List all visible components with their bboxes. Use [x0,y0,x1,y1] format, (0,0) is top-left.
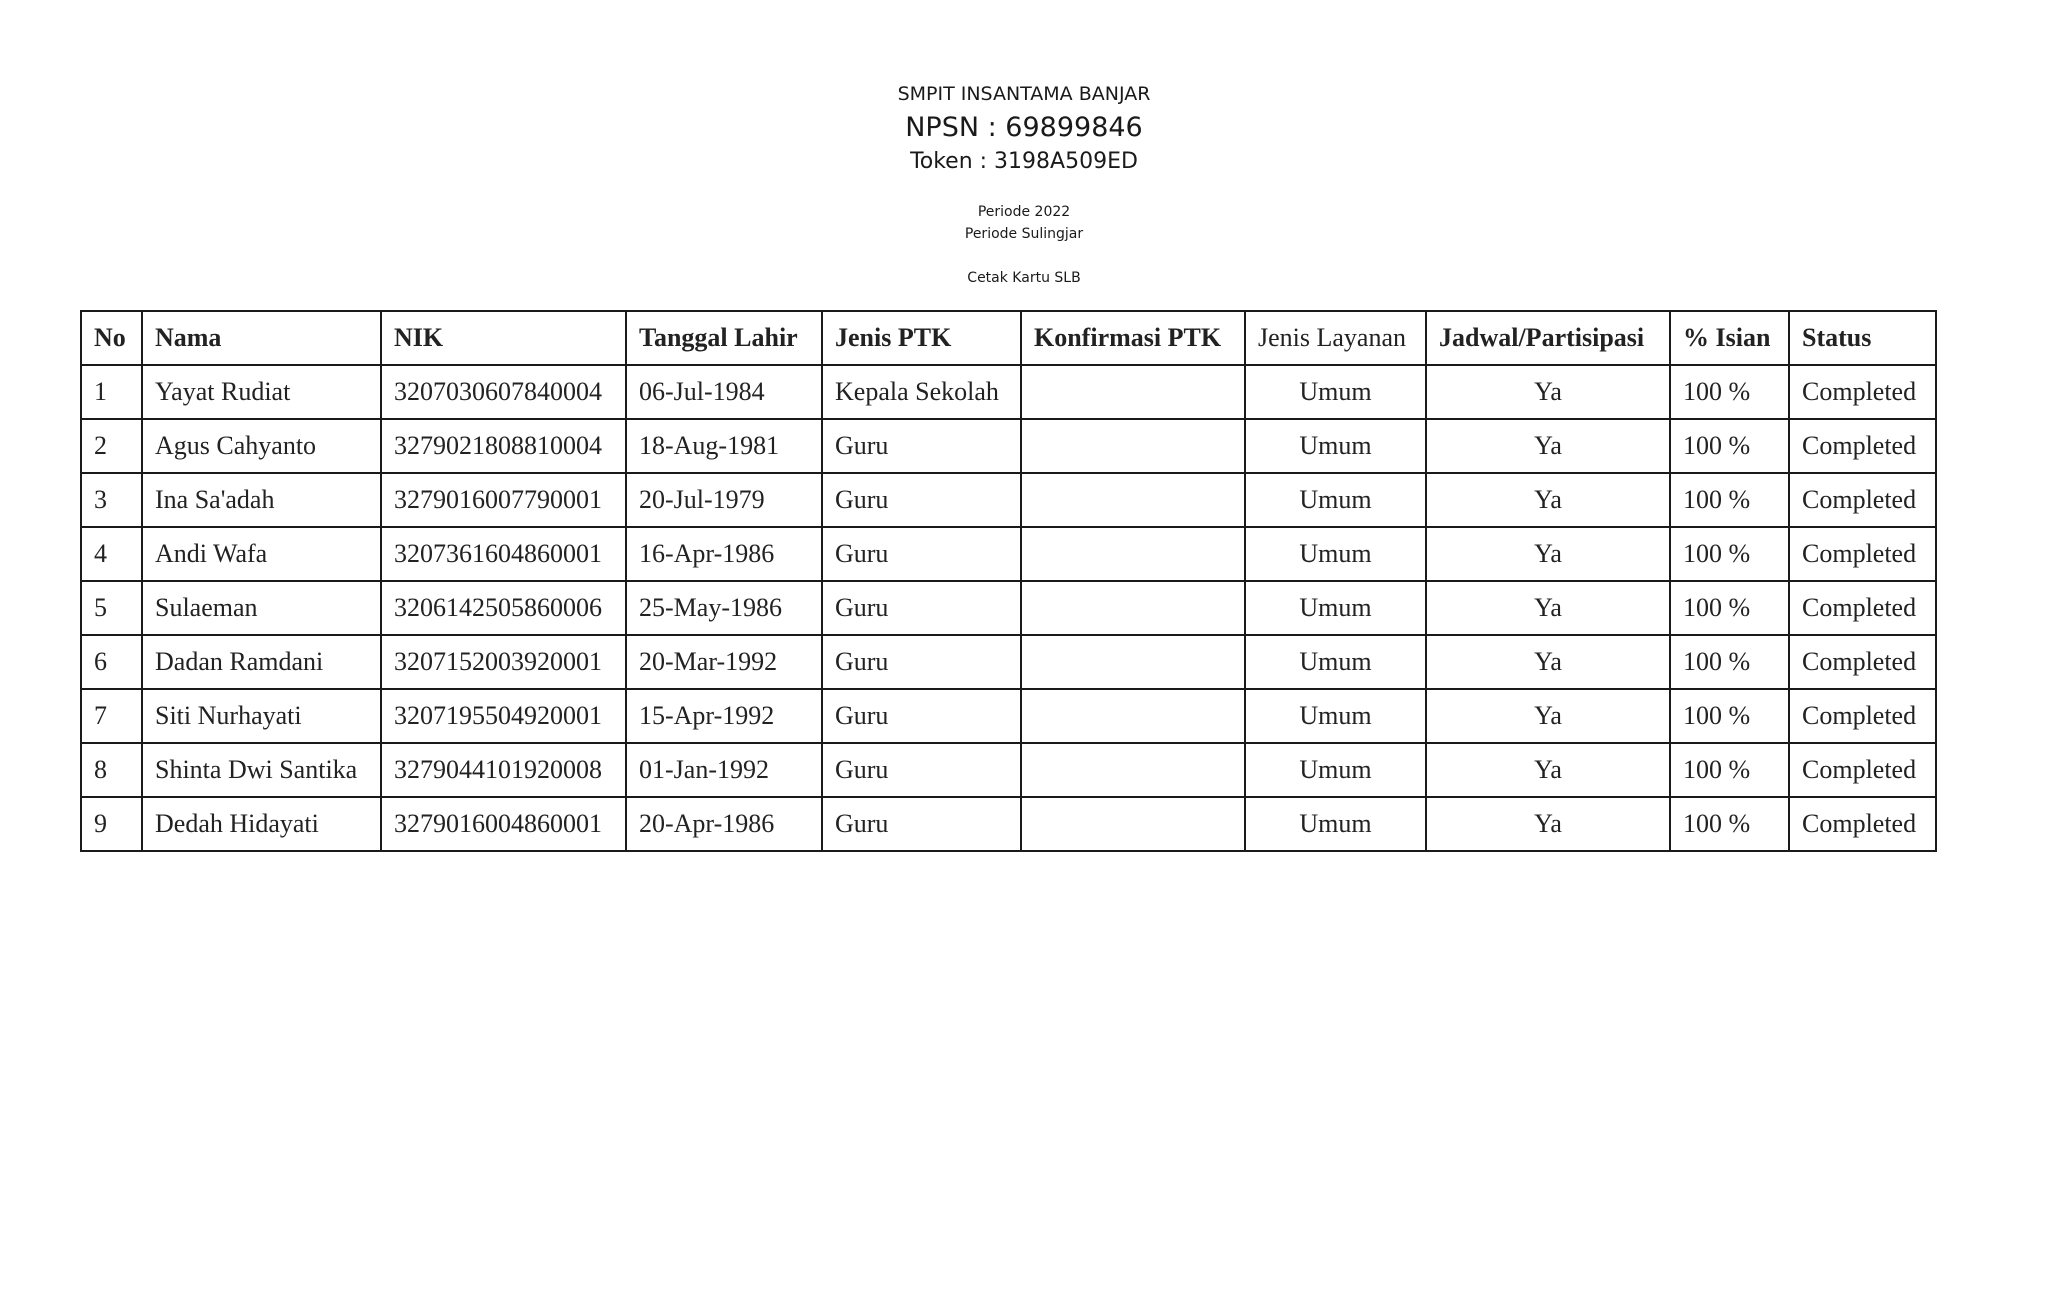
cell-nama: Andi Wafa [142,527,381,581]
cell-nama: Yayat Rudiat [142,365,381,419]
cell-isian: 100 % [1670,635,1789,689]
column-header-nama: Nama [142,311,381,365]
cell-jenis-ptk: Guru [822,419,1021,473]
table-header-row [81,311,1936,365]
cell-status: Completed [1789,635,1936,689]
table-row [81,743,1936,797]
cell-isian: 100 % [1670,797,1789,851]
cell-jadwal-partisipasi: Ya [1426,635,1670,689]
column-header-no: No [81,311,142,365]
cell-no: 3 [81,473,142,527]
column-header-jenis-layanan: Jenis Layanan [1245,311,1426,365]
school-name: SMPIT INSANTAMA BANJAR [897,83,1151,105]
table-row [81,473,1936,527]
cell-nama: Ina Sa'adah [142,473,381,527]
cell-konfirmasi-ptk [1021,581,1245,635]
cell-status: Completed [1789,689,1936,743]
cell-isian: 100 % [1670,743,1789,797]
cell-nik: 3206142505860006 [381,581,626,635]
cell-no: 9 [81,797,142,851]
cell-jadwal-partisipasi: Ya [1426,527,1670,581]
cell-nik: 3207152003920001 [381,635,626,689]
table-body [81,365,1936,851]
table-row [81,365,1936,419]
cell-nik: 3279016004860001 [381,797,626,851]
cell-isian: 100 % [1670,473,1789,527]
cell-no: 8 [81,743,142,797]
cell-konfirmasi-ptk [1021,689,1245,743]
column-header-status: Status [1789,311,1936,365]
column-header-jenis-ptk: Jenis PTK [822,311,1021,365]
cell-isian: 100 % [1670,527,1789,581]
cell-jenis-layanan: Umum [1245,527,1426,581]
cell-no: 5 [81,581,142,635]
cell-isian: 100 % [1670,419,1789,473]
cell-nama: Agus Cahyanto [142,419,381,473]
cell-konfirmasi-ptk [1021,635,1245,689]
cell-nama: Dedah Hidayati [142,797,381,851]
cetak-kartu-label: Cetak Kartu SLB [967,270,1081,286]
cell-jadwal-partisipasi: Ya [1426,365,1670,419]
cell-jenis-layanan: Umum [1245,419,1426,473]
cell-nik: 3207030607840004 [381,365,626,419]
cell-jenis-layanan: Umum [1245,365,1426,419]
cell-status: Completed [1789,473,1936,527]
periode-subtitle: Periode Sulingjar [964,226,1084,242]
column-header-isian: % Isian [1670,311,1789,365]
periode-year: Periode 2022 [977,204,1071,220]
cell-tanggal-lahir: 25-May-1986 [626,581,822,635]
cell-konfirmasi-ptk [1021,473,1245,527]
cell-tanggal-lahir: 15-Apr-1992 [626,689,822,743]
cell-tanggal-lahir: 20-Jul-1979 [626,473,822,527]
cell-jenis-layanan: Umum [1245,581,1426,635]
cell-no: 1 [81,365,142,419]
cell-jenis-ptk: Guru [822,581,1021,635]
cell-jenis-ptk: Guru [822,797,1021,851]
cell-jenis-layanan: Umum [1245,797,1426,851]
cell-jadwal-partisipasi: Ya [1426,689,1670,743]
table-row [81,527,1936,581]
cell-jenis-ptk: Guru [822,473,1021,527]
column-header-konfirmasi-ptk: Konfirmasi PTK [1021,311,1245,365]
cell-nama: Dadan Ramdani [142,635,381,689]
table-row [81,689,1936,743]
cell-status: Completed [1789,797,1936,851]
column-header-nik: NIK [381,311,626,365]
cell-tanggal-lahir: 06-Jul-1984 [626,365,822,419]
cell-nik: 3207361604860001 [381,527,626,581]
cell-no: 6 [81,635,142,689]
cell-status: Completed [1789,527,1936,581]
cell-nik: 3207195504920001 [381,689,626,743]
ptk-table [80,310,1937,852]
cell-tanggal-lahir: 01-Jan-1992 [626,743,822,797]
cell-no: 7 [81,689,142,743]
table-row [81,797,1936,851]
cell-jenis-ptk: Kepala Sekolah [822,365,1021,419]
cell-nama: Sulaeman [142,581,381,635]
cell-tanggal-lahir: 18-Aug-1981 [626,419,822,473]
cell-jenis-layanan: Umum [1245,473,1426,527]
cell-isian: 100 % [1670,581,1789,635]
cell-jadwal-partisipasi: Ya [1426,797,1670,851]
cell-status: Completed [1789,419,1936,473]
npsn-number: NPSN : 69899846 [905,112,1143,143]
cell-nik: 3279021808810004 [381,419,626,473]
cell-jenis-layanan: Umum [1245,635,1426,689]
cell-konfirmasi-ptk [1021,743,1245,797]
cell-konfirmasi-ptk [1021,797,1245,851]
cell-jenis-ptk: Guru [822,635,1021,689]
cell-jenis-layanan: Umum [1245,689,1426,743]
cell-tanggal-lahir: 16-Apr-1986 [626,527,822,581]
column-header-tanggal-lahir: Tanggal Lahir [626,311,822,365]
cell-konfirmasi-ptk [1021,365,1245,419]
cell-nama: Siti Nurhayati [142,689,381,743]
table-row [81,635,1936,689]
cell-jadwal-partisipasi: Ya [1426,581,1670,635]
cell-status: Completed [1789,365,1936,419]
cell-tanggal-lahir: 20-Mar-1992 [626,635,822,689]
cell-jenis-layanan: Umum [1245,743,1426,797]
cell-isian: 100 % [1670,365,1789,419]
cell-jenis-ptk: Guru [822,743,1021,797]
cell-nama: Shinta Dwi Santika [142,743,381,797]
cell-isian: 100 % [1670,689,1789,743]
token-code: Token : 3198A509ED [910,149,1138,174]
cell-status: Completed [1789,581,1936,635]
cell-no: 4 [81,527,142,581]
cell-no: 2 [81,419,142,473]
table-row [81,581,1936,635]
cell-konfirmasi-ptk [1021,527,1245,581]
cell-nik: 3279044101920008 [381,743,626,797]
cell-jadwal-partisipasi: Ya [1426,473,1670,527]
cell-jadwal-partisipasi: Ya [1426,419,1670,473]
cell-konfirmasi-ptk [1021,419,1245,473]
cell-jenis-ptk: Guru [822,527,1021,581]
table-row [81,419,1936,473]
cell-nik: 3279016007790001 [381,473,626,527]
cell-jenis-ptk: Guru [822,689,1021,743]
cell-tanggal-lahir: 20-Apr-1986 [626,797,822,851]
cell-jadwal-partisipasi: Ya [1426,743,1670,797]
cell-status: Completed [1789,743,1936,797]
column-header-jadwal-partisipasi: Jadwal/Partisipasi [1426,311,1670,365]
